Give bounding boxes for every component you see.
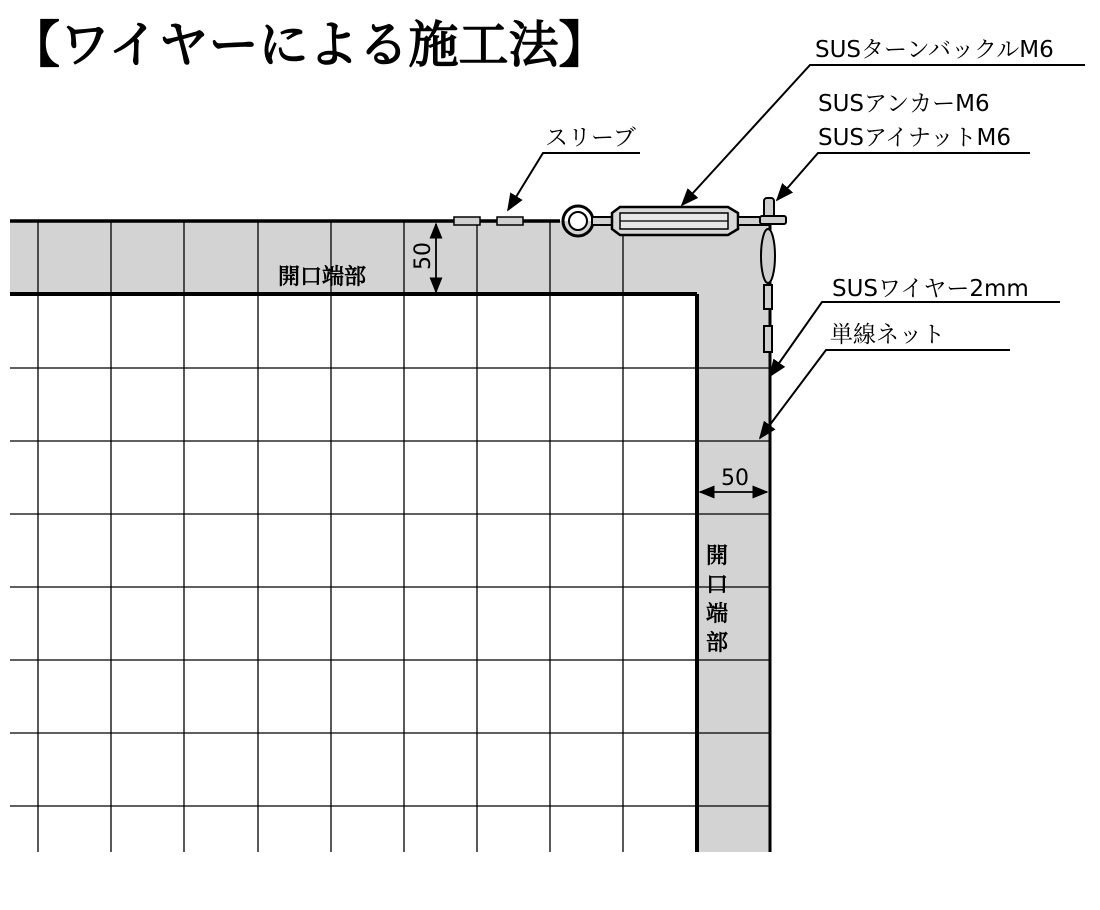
opening-edge-char: 部: [706, 631, 729, 656]
opening-edge-char: 開: [706, 544, 729, 569]
page-title: 【ワイヤーによる施工法】: [10, 16, 609, 74]
anchor-label: SUSアンカーM6: [818, 91, 990, 117]
opening-edge-char: 端: [706, 602, 729, 627]
opening-edge-label-horizontal: 開口端部: [278, 265, 367, 290]
edge-outlines: [10, 221, 770, 852]
side-dimension-label: 50: [721, 466, 749, 491]
side-opening-band: [697, 221, 770, 852]
net-label: 単線ネット: [830, 322, 945, 348]
net-grid: [10, 221, 770, 852]
sleeve-label: スリーブ: [545, 125, 636, 151]
wire-label: SUSワイヤー2mm: [832, 276, 1029, 302]
turnbuckle-label: SUSターンバックルM6: [815, 37, 1054, 63]
eye-nut-anchor: [760, 198, 786, 352]
top-dimension-label: 50: [411, 242, 436, 270]
opening-edge-char: 口: [706, 573, 729, 598]
eyenut-label: SUSアイナットM6: [818, 125, 1011, 151]
